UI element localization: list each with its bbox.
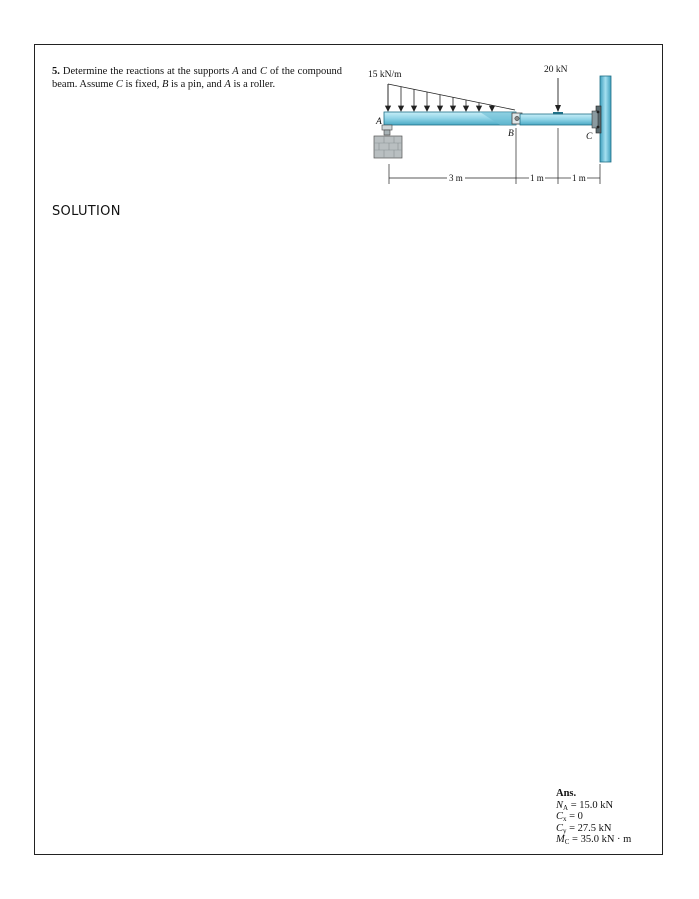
answer-na	[556, 800, 666, 812]
point-load-arrowhead	[555, 105, 561, 112]
answer-value: = 27.5 kN	[566, 822, 612, 834]
answer-mc	[556, 834, 666, 846]
answers-title: Ans.	[556, 788, 577, 799]
load-arrows	[386, 84, 495, 111]
label-c: C	[586, 132, 593, 142]
problem-number: 5.	[52, 66, 60, 77]
answer-var: M	[556, 834, 565, 846]
var-c: C	[259, 66, 267, 77]
bolt	[597, 126, 600, 129]
problem-text: is fixed,	[122, 78, 162, 90]
answer-sub: C	[564, 838, 570, 847]
roller-a-plate	[382, 125, 392, 130]
load-plate	[553, 112, 563, 115]
flange-c	[592, 111, 598, 128]
answer-sub: A	[563, 803, 569, 812]
problem-statement	[52, 66, 342, 91]
dim-1m-second: 1 m	[572, 173, 586, 183]
bolt	[597, 111, 600, 114]
problem-text: Determine the reactions at the supports	[59, 66, 233, 77]
answer-sub: y	[563, 826, 567, 835]
var-c: C	[115, 78, 123, 90]
answers-block	[556, 788, 666, 846]
answer-var: C	[556, 822, 564, 834]
var-a: A	[224, 78, 231, 90]
dimension-lines	[389, 128, 600, 184]
problem-text: is a roller.	[230, 78, 276, 90]
solution-heading: SOLUTION	[52, 204, 121, 219]
label-a: A	[376, 117, 382, 127]
beam-bc	[520, 114, 600, 125]
answer-cy	[556, 823, 666, 835]
problem-text: is a pin, and	[168, 78, 225, 90]
var-b: B	[161, 78, 169, 90]
distributed-load-label: 15 kN/m	[368, 70, 402, 80]
beam-diagram	[360, 60, 630, 190]
pin-b-bolt	[515, 116, 519, 120]
label-b: B	[508, 129, 514, 139]
answer-value: = 15.0 kN	[568, 799, 614, 811]
answer-cx	[556, 811, 666, 823]
roller-a-post	[384, 130, 390, 135]
problem-text: of the compound beam. Assume	[52, 66, 342, 90]
point-load-label: 20 kN	[544, 65, 568, 75]
answer-value: = 35.0 kN · m	[569, 834, 632, 846]
wall-c	[600, 76, 611, 162]
problem-text: and	[238, 66, 260, 77]
beam-figure	[360, 60, 630, 190]
answer-sub: x	[563, 815, 567, 824]
var-a: A	[232, 66, 239, 77]
answer-var: N	[556, 799, 564, 811]
answer-var: C	[556, 811, 564, 823]
answer-value: = 0	[566, 811, 583, 823]
dim-3m: 3 m	[449, 173, 463, 183]
dim-1m-first: 1 m	[530, 173, 544, 183]
